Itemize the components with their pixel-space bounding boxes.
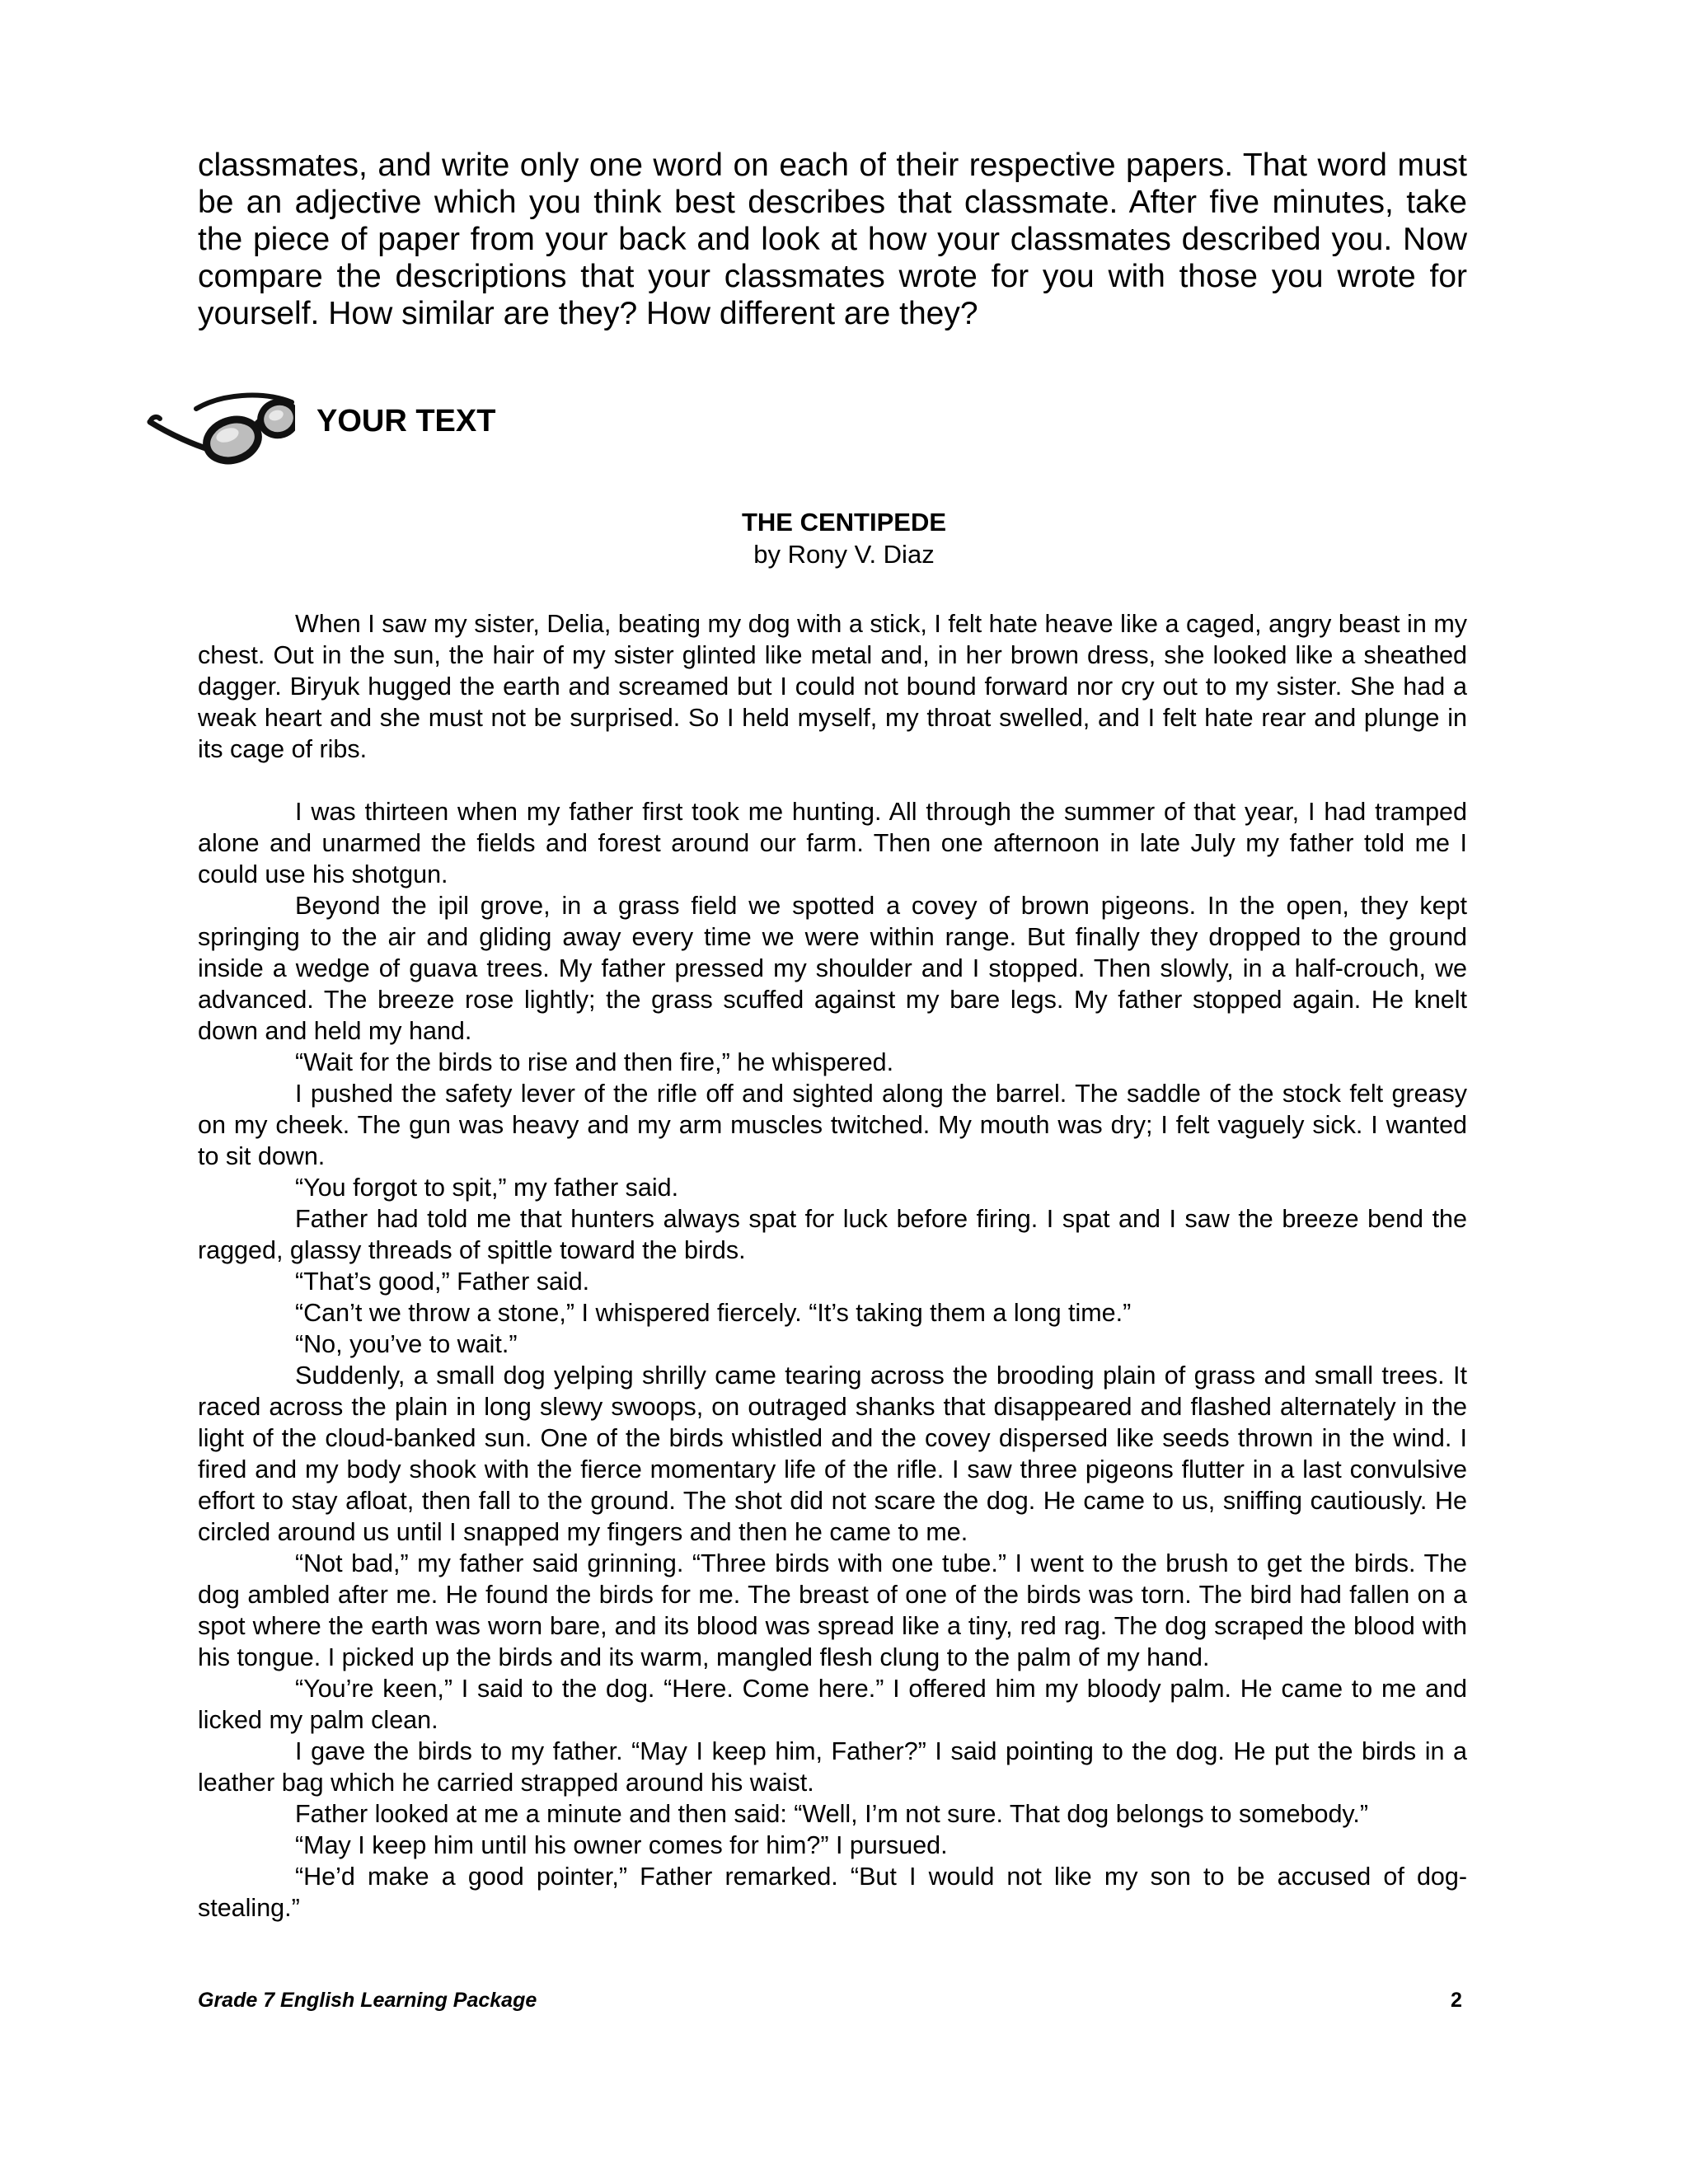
story-paragraph: “You’re keen,” I said to the dog. “Here. Come here.” I offered him my bloody palm. He came to me and licked my palm clean. <box>198 1675 1467 1734</box>
section-title: YOUR TEXT <box>316 404 496 438</box>
intro-paragraph <box>198 147 1467 332</box>
story-paragraph: “You forgot to spit,” my father said. <box>295 1174 679 1202</box>
footer-title: Grade 7 English Learning Package <box>198 1989 537 2012</box>
story-paragraph: Father had told me that hunters always spat for luck before firing. I spat and I saw the breeze bend the ragged, glassy threads of spittle toward the birds. <box>198 1205 1467 1264</box>
story-paragraph: “Wait for the birds to rise and then fire,” he whispered. <box>295 1048 894 1076</box>
story-title: THE CENTIPEDE <box>741 508 947 537</box>
story-paragraph: “Can’t we throw a stone,” I whispered fiercely. “It’s taking them a long time.” <box>295 1299 1132 1327</box>
story-paragraph: Beyond the ipil grove, in a grass field we spotted a covey of brown pigeons. In the open, they kept springing to the air and gliding away every time we were within range. But finally they dropped to the ground inside a wedge of guava trees. My father pressed my shoulder and I stopped. Then slowly, in a half-crouch, we advanced. The breeze rose lightly; the grass scuffed against my bare legs. My father stopped again. He knelt down and held my hand. <box>198 892 1467 1045</box>
story-paragraph: I was thirteen when my father first took me hunting. All through the summer of that year, I had tramped alone and unarmed the fields and forest around our farm. Then one afternoon in late July my father told me I could use his shotgun. <box>198 798 1467 888</box>
eyeglasses-icon <box>147 384 295 466</box>
story-paragraph: “May I keep him until his owner comes for him?” I pursued. <box>295 1831 948 1859</box>
story-byline: by Rony V. Diaz <box>753 540 935 569</box>
story-paragraph: “No, you’ve to wait.” <box>295 1330 518 1358</box>
intro-line: be an adjective which you think best describes that classmate. After five minutes, take <box>198 185 1467 220</box>
story-paragraph: “That’s good,” Father said. <box>295 1268 590 1296</box>
story-body <box>198 608 1467 1924</box>
intro-line: classmates, and write only one word on each of their respective papers. That word must <box>198 148 1467 183</box>
intro-line: the piece of paper from your back and look at how your classmates described you. Now <box>198 222 1467 257</box>
story-paragraph: “Not bad,” my father said grinning. “Three birds with one tube.” I went to the brush to get the birds. The dog ambled after me. He found the birds for me. The breast of one of the birds was torn. The bird had fallen on a spot where the earth was worn bare, and its blood was spread like a tiny, red rag. The dog scraped the blood with his tongue. I picked up the birds and its warm, mangled flesh clung to the palm of my hand. <box>198 1549 1467 1671</box>
story-paragraph: When I saw my sister, Delia, beating my dog with a stick, I felt hate heave like a caged, angry beast in my chest. Out in the sun, the hair of my sister glinted like metal and, in her brown dress, she looked like a sheathed dagger. Biryuk hugged the earth and screamed but I could not bound forward nor cry out to my sister. She had a weak heart and she must not be surprised. So I held myself, my throat swelled, and I felt hate rear and plunge in its cage of ribs. <box>198 610 1467 763</box>
intro-line: compare the descriptions that your classmates wrote for you with those you wrote for <box>198 259 1467 294</box>
story-paragraph: I pushed the safety lever of the rifle off and sighted along the barrel. The saddle of the stock felt greasy on my cheek. The gun was heavy and my arm muscles twitched. My mouth was dry; I felt vaguely sick. I wanted to sit down. <box>198 1080 1467 1170</box>
story-paragraph: Suddenly, a small dog yelping shrilly came tearing across the brooding plain of grass and small trees. It raced across the plain in long slewy swoops, on outraged shanks that disappeared and flashed alternately in the light of the cloud-banked sun. One of the birds whistled and the covey dispersed like seeds thrown in the wind. I fired and my body shook with the fierce momentary life of the rifle. I saw three pigeons flutter in a last convulsive effort to stay afloat, then fall to the ground. The shot did not scare the dog. He came to us, sniffing cautiously. He circled around us until I snapped my fingers and then he came to me. <box>198 1361 1467 1546</box>
page-number: 2 <box>1451 1989 1462 2012</box>
section-header <box>147 384 608 475</box>
story-paragraph: I gave the birds to my father. “May I keep him, Father?” I said pointing to the dog. He put the birds in a leather bag which he carried strapped around his waist. <box>198 1737 1467 1797</box>
intro-line: yourself. How similar are they? How different are they? <box>198 296 978 331</box>
story-paragraph: “He’d make a good pointer,” Father remarked. “But I would not like my son to be accused of dog-stealing.” <box>198 1863 1467 1922</box>
story-paragraph: Father looked at me a minute and then said: “Well, I’m not sure. That dog belongs to somebody.” <box>295 1800 1369 1828</box>
